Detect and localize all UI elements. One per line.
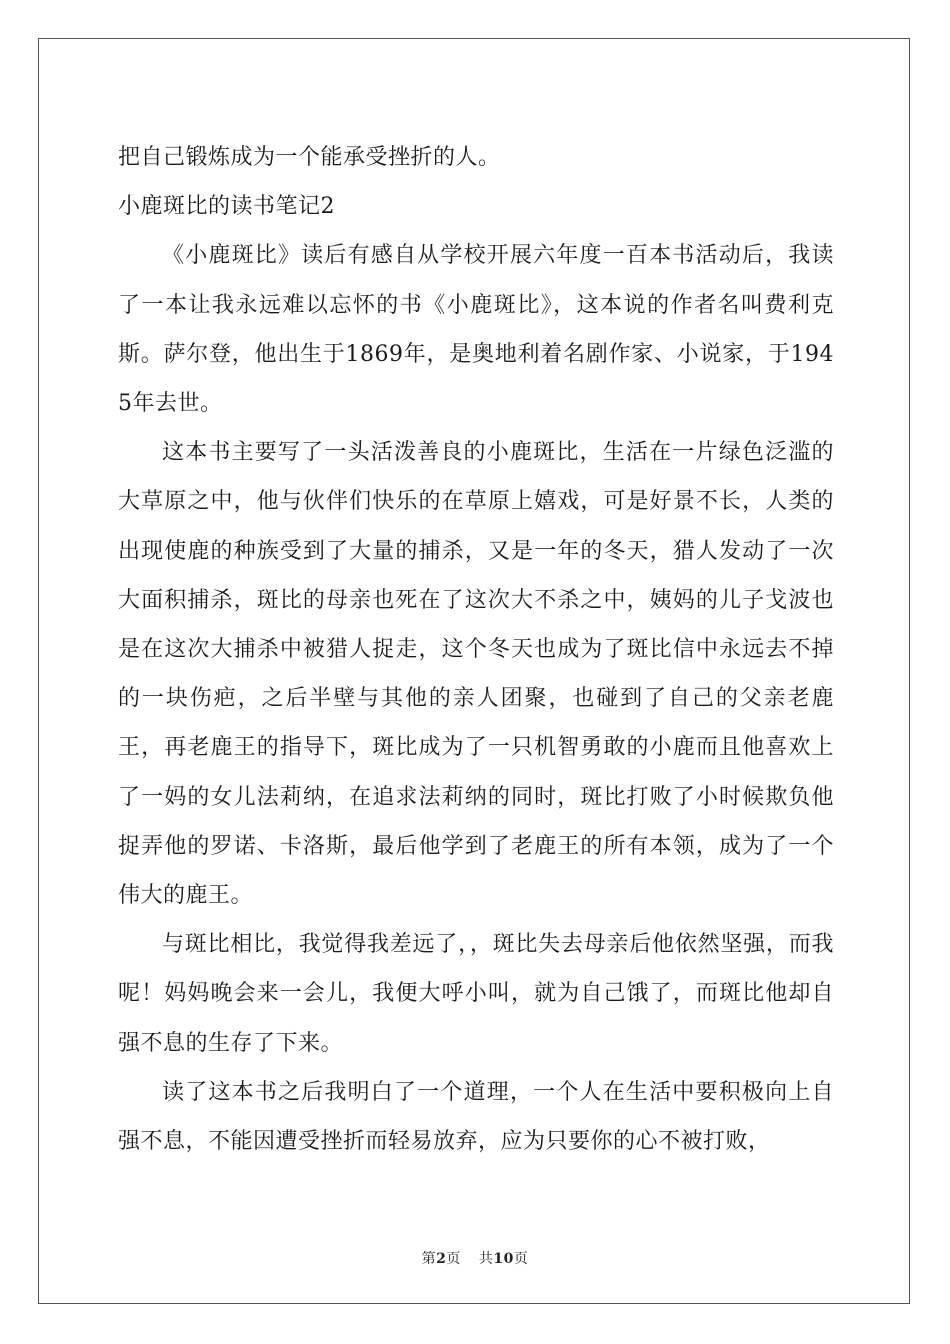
paragraph-1: 把自己锻炼成为一个能承受挫折的人。 [118,145,501,170]
page-number: 2 [436,1251,447,1267]
total-pages: 10 [493,1251,514,1267]
paragraph-6: 读了这本书之后我明白了一个道理，一个人在生活中要积极向上自强不息，不能因遭受挫折而轻易放弃，应为只要你的心不被打败， [118,1079,834,1155]
page-prefix: 第 [421,1251,437,1267]
page-suffix: 页 [446,1251,461,1267]
paragraph-4: 这本书主要写了一头活泼善良的小鹿斑比，生活在一片绿色泛滥的大草原之中，他与伙伴们快乐的在草原上嬉戏，可是好景不长，人类的出现使鹿的种族受到了大量的捕杀，又是一年的冬天，猎人发动了一次大面积捕杀，斑比的母亲也死在了这次大不杀之中，姨妈的儿子戈波也是在这次大捕杀中被猎人捉走，这个冬天也成为了斑比信中永远去不掉的一块伤疤，之后半壁与其他的亲人团聚，也碰到了自己的父亲老鹿王，再老鹿王的指导下，斑比成为了一只机智勇敢的小鹿而且他喜欢上了一妈的女儿法莉纳，在追求法莉纳的同时，斑比打败了小时候欺负他捉弄他的罗诺、卡洛斯，最后他学到了老鹿王的所有本领，成为了一个伟大的鹿王。 [118,440,834,909]
total-prefix: 共 [478,1251,494,1267]
paragraph-5: 与斑比相比，我觉得我差远了，，斑比失去母亲后他依然坚强，而我呢！妈妈晚会来一会儿，我便大呼小叫，就为自己饿了，而斑比他却自强不息的生存了下来。 [118,932,834,1056]
paragraph-3: 《小鹿斑比》读后有感自从学校开展六年度一百本书活动后，我读了一本让我永远难以忘怀的书《小鹿斑比》，这本说的作者名叫费利克斯。萨尔登，他出生于1869年，是奥地利着名剧作家、小说家，于1945年去世。 [118,243,834,417]
document-body [118,133,834,1166]
page-footer [0,1248,950,1268]
total-suffix: 页 [513,1251,529,1267]
section-heading: 小鹿斑比的读书笔记2 [118,194,335,220]
